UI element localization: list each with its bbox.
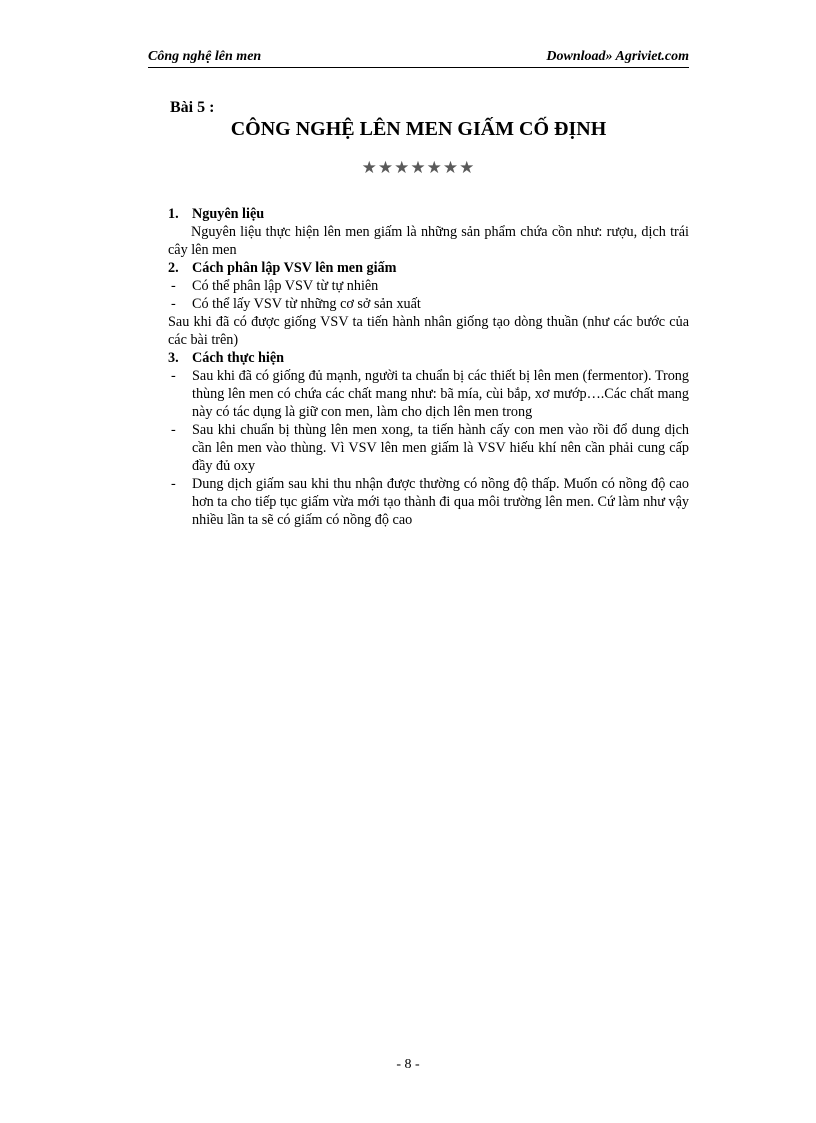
list-item	[168, 367, 689, 421]
list-item-text: Sau khi chuẩn bị thùng lên men xong, ta tiến hành cấy con men vào rồi đổ dung dịch cần lên men vào thùng. Vì VSV lên men giấm là VSV hiếu khí nên cần phải cung cấp đầy đủ oxy	[192, 422, 689, 474]
section-heading	[168, 205, 689, 223]
page-title: CÔNG NGHỆ LÊN MEN GIẤM CỐ ĐỊNH	[230, 118, 607, 140]
header-source: Download» Agriviet.com	[546, 49, 689, 64]
section-title: Cách phân lập VSV lên men giấm	[192, 260, 397, 276]
header-document-title: Công nghệ lên men	[148, 49, 262, 64]
list-item-text: Có thể phân lập VSV từ tự nhiên	[192, 278, 379, 294]
lesson-label: Bài 5 :	[170, 99, 215, 116]
bullet-dash: -	[171, 476, 176, 492]
section-title: Nguyên liệu	[192, 206, 265, 222]
star-divider: ★★★★★★★	[361, 158, 476, 177]
bullet-dash: -	[171, 278, 176, 294]
bullet-dash: -	[171, 296, 176, 312]
list-item-text: Có thể lấy VSV từ những cơ sở sản xuất	[192, 296, 421, 312]
list-item	[168, 421, 689, 475]
section-number: 1.	[168, 206, 179, 222]
list-item	[168, 277, 689, 295]
section-title: Cách thực hiện	[192, 350, 285, 366]
bullet-dash: -	[171, 422, 176, 438]
section-heading	[168, 259, 689, 277]
document-body	[168, 205, 689, 529]
list-item	[168, 475, 689, 529]
list-item-text: Dung dịch giấm sau khi thu nhận được thường có nồng độ thấp. Muốn có nồng độ cao hơn ta cho tiếp tục giấm vừa mới tạo thành đi qua môi trường lên men. Cứ làm như vậy nhiều lần ta sẽ có giấm có nồng độ cao	[192, 476, 689, 528]
page-number: - 8 -	[396, 1057, 420, 1072]
section-heading	[168, 349, 689, 367]
bullet-dash: -	[171, 368, 176, 384]
section-number: 2.	[168, 260, 179, 276]
list-item	[168, 295, 689, 313]
paragraph: Sau khi đã có được giống VSV ta tiến hành nhân giống tạo dòng thuần (như các bước của các bài trên)	[168, 314, 689, 348]
page-header	[148, 47, 689, 68]
paragraph: Nguyên liệu thực hiện lên men giấm là những sản phẩm chứa cồn như: rượu, dịch trái cây lên men	[168, 224, 689, 258]
list-item-text: Sau khi đã có giống đủ mạnh, người ta chuẩn bị các thiết bị lên men (fermentor). Trong thùng lên men có chứa các chất mang như: bã mía, cùi bắp, xơ mướp….Các chất mang này có tác dụng là giữ con men, làm cho dịch lên men trong	[192, 368, 689, 420]
section-number: 3.	[168, 350, 179, 366]
